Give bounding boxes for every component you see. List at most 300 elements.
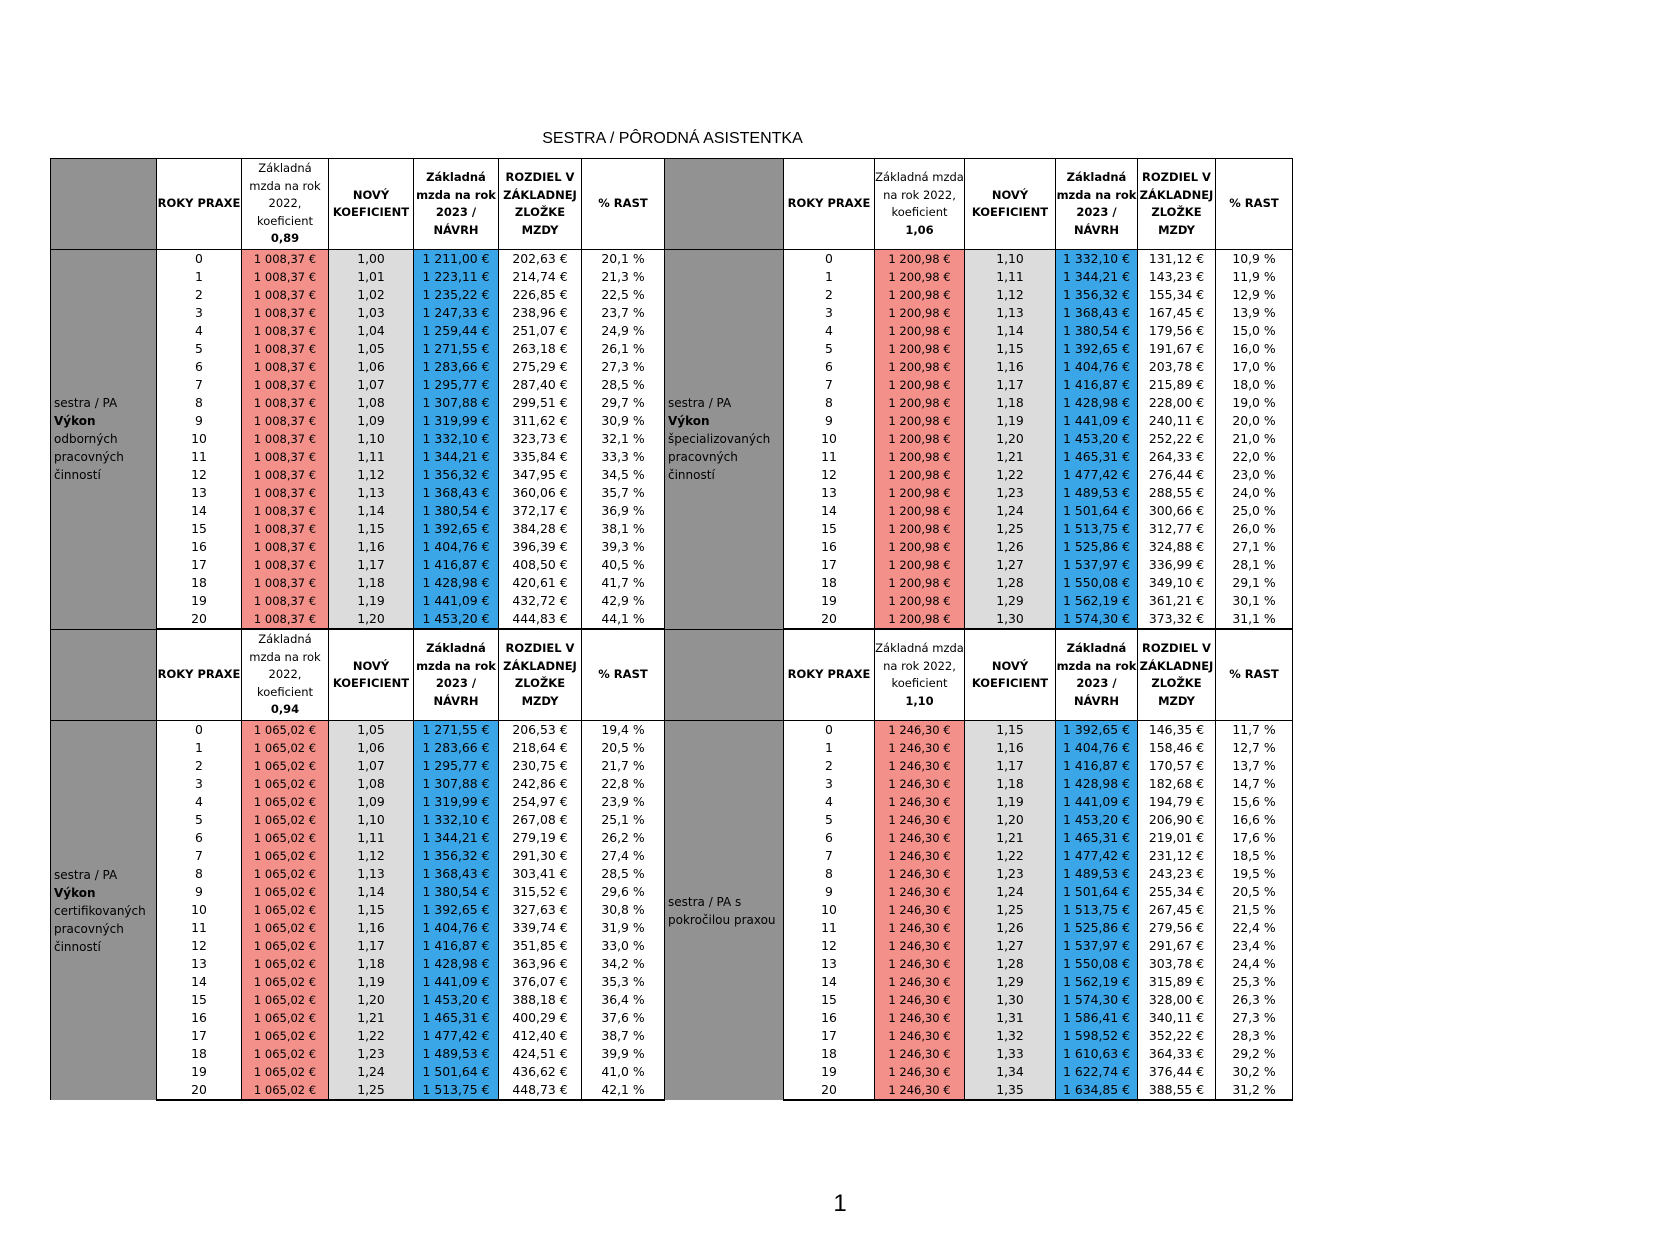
rast-cell: 34,2 % — [582, 955, 665, 973]
rast-cell: 28,5 % — [582, 376, 665, 394]
koeficient-cell: 1,06 — [329, 358, 414, 376]
roky-praxe-cell: 8 — [157, 394, 242, 412]
rozdiel-cell: 352,22 € — [1138, 1027, 1216, 1045]
header-rozdiel: ROZDIEL V ZÁKLADNEJ ZLOŽKE MZDY — [1138, 629, 1216, 721]
roky-praxe-cell: 12 — [157, 937, 242, 955]
zakladna-2023-cell: 1 319,99 € — [414, 793, 499, 811]
koeficient-cell: 1,05 — [329, 340, 414, 358]
zakladna-2023-cell: 1 489,53 € — [1056, 484, 1138, 502]
roky-praxe-cell: 1 — [784, 739, 875, 757]
koeficient-cell: 1,18 — [965, 775, 1056, 793]
roky-praxe-cell: 14 — [784, 973, 875, 991]
zakladna-2022-cell: 1 008,37 € — [242, 250, 329, 269]
group-label-bold: Výkon — [668, 414, 710, 429]
roky-praxe-cell: 19 — [784, 1063, 875, 1081]
rast-cell: 29,2 % — [1216, 1045, 1293, 1063]
rozdiel-cell: 384,28 € — [499, 520, 582, 538]
zakladna-2023-cell: 1 537,97 € — [1056, 937, 1138, 955]
koeficient-cell: 1,08 — [329, 394, 414, 412]
zakladna-2023-cell: 1 392,65 € — [1056, 340, 1138, 358]
roky-praxe-cell: 16 — [157, 538, 242, 556]
rozdiel-cell: 444,83 € — [499, 610, 582, 629]
zakladna-2022-cell: 1 008,37 € — [242, 358, 329, 376]
zakladna-2023-cell: 1 404,76 € — [414, 919, 499, 937]
zakladna-2023-cell: 1 380,54 € — [1056, 322, 1138, 340]
rozdiel-cell: 263,18 € — [499, 340, 582, 358]
header-novy-koeficient: NOVÝ KOEFICIENT — [329, 629, 414, 721]
rozdiel-cell: 255,34 € — [1138, 883, 1216, 901]
roky-praxe-cell: 3 — [784, 775, 875, 793]
zakladna-2023-cell: 1 428,98 € — [1056, 394, 1138, 412]
rozdiel-cell: 432,72 € — [499, 592, 582, 610]
roky-praxe-cell: 11 — [784, 919, 875, 937]
zakladna-2023-cell: 1 344,21 € — [1056, 268, 1138, 286]
zakladna-2023-cell: 1 380,54 € — [414, 883, 499, 901]
koeficient-cell: 1,27 — [965, 556, 1056, 574]
roky-praxe-cell: 10 — [784, 430, 875, 448]
rozdiel-cell: 424,51 € — [499, 1045, 582, 1063]
koeficient-cell: 1,12 — [965, 286, 1056, 304]
koeficient-cell: 1,29 — [965, 973, 1056, 991]
rozdiel-cell: 143,23 € — [1138, 268, 1216, 286]
roky-praxe-cell: 2 — [157, 286, 242, 304]
zakladna-2023-cell: 1 344,21 € — [414, 829, 499, 847]
rozdiel-cell: 287,40 € — [499, 376, 582, 394]
roky-praxe-cell: 10 — [784, 901, 875, 919]
koeficient-cell: 1,11 — [965, 268, 1056, 286]
rast-cell: 41,0 % — [582, 1063, 665, 1081]
rozdiel-cell: 243,23 € — [1138, 865, 1216, 883]
rast-cell: 36,4 % — [582, 991, 665, 1009]
zakladna-2023-cell: 1 525,86 € — [1056, 538, 1138, 556]
koeficient-cell: 1,20 — [329, 991, 414, 1009]
zakladna-2022-cell: 1 008,37 € — [242, 484, 329, 502]
koeficient-cell: 1,17 — [329, 556, 414, 574]
zakladna-2023-cell: 1 513,75 € — [1056, 901, 1138, 919]
rozdiel-cell: 158,46 € — [1138, 739, 1216, 757]
koeficient-cell: 1,33 — [965, 1045, 1056, 1063]
koeficient-cell: 1,25 — [965, 901, 1056, 919]
zakladna-2022-cell: 1 200,98 € — [875, 556, 965, 574]
roky-praxe-cell: 3 — [784, 304, 875, 322]
rozdiel-cell: 408,50 € — [499, 556, 582, 574]
roky-praxe-cell: 7 — [784, 376, 875, 394]
zakladna-2022-cell: 1 065,02 € — [242, 937, 329, 955]
zakladna-2022-cell: 1 200,98 € — [875, 448, 965, 466]
roky-praxe-cell: 12 — [784, 937, 875, 955]
rozdiel-cell: 288,55 € — [1138, 484, 1216, 502]
rast-cell: 34,5 % — [582, 466, 665, 484]
rozdiel-cell: 291,30 € — [499, 847, 582, 865]
koeficient-cell: 1,18 — [965, 394, 1056, 412]
rozdiel-cell: 420,61 € — [499, 574, 582, 592]
rast-cell: 22,5 % — [582, 286, 665, 304]
koeficient-cell: 1,25 — [329, 1081, 414, 1100]
zakladna-2022-cell: 1 246,30 € — [875, 883, 965, 901]
header-novy-koeficient: NOVÝ KOEFICIENT — [965, 159, 1056, 250]
roky-praxe-cell: 4 — [157, 793, 242, 811]
rast-cell: 23,7 % — [582, 304, 665, 322]
roky-praxe-cell: 19 — [157, 592, 242, 610]
zakladna-2023-cell: 1 332,10 € — [1056, 250, 1138, 269]
zakladna-2022-cell: 1 246,30 € — [875, 1045, 965, 1063]
rast-cell: 15,0 % — [1216, 322, 1293, 340]
rozdiel-cell: 203,78 € — [1138, 358, 1216, 376]
koeficient-cell: 1,17 — [329, 937, 414, 955]
koeficient-cell: 1,07 — [329, 376, 414, 394]
koeficient-cell: 1,23 — [965, 865, 1056, 883]
header-rast: % RAST — [582, 159, 665, 250]
rozdiel-cell: 202,63 € — [499, 250, 582, 269]
zakladna-2022-cell: 1 008,37 € — [242, 412, 329, 430]
zakladna-2022-cell: 1 008,37 € — [242, 376, 329, 394]
rast-cell: 36,9 % — [582, 502, 665, 520]
rast-cell: 10,9 % — [1216, 250, 1293, 269]
koeficient-cell: 1,24 — [965, 502, 1056, 520]
rozdiel-cell: 214,74 € — [499, 268, 582, 286]
rast-cell: 16,0 % — [1216, 340, 1293, 358]
rast-cell: 17,0 % — [1216, 358, 1293, 376]
roky-praxe-cell: 13 — [157, 955, 242, 973]
koeficient-cell: 1,34 — [965, 1063, 1056, 1081]
zakladna-2022-cell: 1 065,02 € — [242, 739, 329, 757]
rast-cell: 19,5 % — [1216, 865, 1293, 883]
rast-cell: 39,3 % — [582, 538, 665, 556]
koeficient-cell: 1,14 — [329, 883, 414, 901]
header-zakladna-2022-text: Základná mzda na rok 2022, koeficient — [249, 161, 321, 228]
rast-cell: 11,7 % — [1216, 721, 1293, 740]
header-koeficient-value: 0,89 — [270, 231, 300, 246]
zakladna-2022-cell: 1 065,02 € — [242, 829, 329, 847]
zakladna-2023-cell: 1 441,09 € — [1056, 412, 1138, 430]
header-roky-praxe: ROKY PRAXE — [157, 159, 242, 250]
rast-cell: 16,6 % — [1216, 811, 1293, 829]
header-zakladna-2022-text: Základná mzda na rok 2022, koeficient — [875, 170, 964, 219]
roky-praxe-cell: 6 — [157, 829, 242, 847]
koeficient-cell: 1,01 — [329, 268, 414, 286]
koeficient-cell: 1,14 — [965, 322, 1056, 340]
roky-praxe-cell: 15 — [157, 520, 242, 538]
rozdiel-cell: 146,35 € — [1138, 721, 1216, 740]
rast-cell: 28,3 % — [1216, 1027, 1293, 1045]
rast-cell: 26,3 % — [1216, 991, 1293, 1009]
roky-praxe-cell: 0 — [157, 250, 242, 269]
zakladna-2023-cell: 1 574,30 € — [1056, 610, 1138, 629]
zakladna-2022-cell: 1 065,02 € — [242, 973, 329, 991]
zakladna-2023-cell: 1 211,00 € — [414, 250, 499, 269]
rozdiel-cell: 336,99 € — [1138, 556, 1216, 574]
rozdiel-cell: 339,74 € — [499, 919, 582, 937]
header-roky-praxe: ROKY PRAXE — [784, 159, 875, 250]
rozdiel-cell: 351,85 € — [499, 937, 582, 955]
roky-praxe-cell: 2 — [784, 757, 875, 775]
roky-praxe-cell: 17 — [784, 1027, 875, 1045]
rozdiel-cell: 335,84 € — [499, 448, 582, 466]
zakladna-2022-cell: 1 008,37 € — [242, 574, 329, 592]
header-zakladna-2023: Základná mzda na rok 2023 / NÁVRH — [1056, 159, 1138, 250]
salary-table — [50, 158, 1293, 1101]
rast-cell: 22,0 % — [1216, 448, 1293, 466]
rozdiel-cell: 347,95 € — [499, 466, 582, 484]
header-novy-koeficient: NOVÝ KOEFICIENT — [329, 159, 414, 250]
roky-praxe-cell: 9 — [784, 883, 875, 901]
rast-cell: 26,0 % — [1216, 520, 1293, 538]
rozdiel-cell: 230,75 € — [499, 757, 582, 775]
rast-cell: 30,1 % — [1216, 592, 1293, 610]
zakladna-2023-cell: 1 319,99 € — [414, 412, 499, 430]
zakladna-2022-cell: 1 246,30 € — [875, 721, 965, 740]
rozdiel-cell: 182,68 € — [1138, 775, 1216, 793]
koeficient-cell: 1,15 — [965, 340, 1056, 358]
rozdiel-cell: 218,64 € — [499, 739, 582, 757]
zakladna-2022-cell: 1 065,02 € — [242, 793, 329, 811]
koeficient-cell: 1,11 — [329, 829, 414, 847]
rast-cell: 15,6 % — [1216, 793, 1293, 811]
rast-cell: 19,4 % — [582, 721, 665, 740]
zakladna-2023-cell: 1 453,20 € — [414, 991, 499, 1009]
koeficient-cell: 1,28 — [965, 955, 1056, 973]
koeficient-cell: 1,30 — [965, 991, 1056, 1009]
roky-praxe-cell: 16 — [784, 538, 875, 556]
header-zakladna-2023: Základná mzda na rok 2023 / NÁVRH — [1056, 629, 1138, 721]
koeficient-cell: 1,20 — [965, 430, 1056, 448]
zakladna-2023-cell: 1 428,98 € — [414, 574, 499, 592]
zakladna-2023-cell: 1 283,66 € — [414, 358, 499, 376]
rast-cell: 33,3 % — [582, 448, 665, 466]
roky-praxe-cell: 4 — [157, 322, 242, 340]
koeficient-cell: 1,15 — [965, 721, 1056, 740]
zakladna-2022-cell: 1 008,37 € — [242, 520, 329, 538]
rast-cell: 30,9 % — [582, 412, 665, 430]
rozdiel-cell: 388,55 € — [1138, 1081, 1216, 1100]
roky-praxe-cell: 16 — [157, 1009, 242, 1027]
zakladna-2022-cell: 1 065,02 € — [242, 991, 329, 1009]
rast-cell: 44,1 % — [582, 610, 665, 629]
zakladna-2023-cell: 1 465,31 € — [1056, 829, 1138, 847]
zakladna-2022-cell: 1 200,98 € — [875, 394, 965, 412]
rast-cell: 22,8 % — [582, 775, 665, 793]
rozdiel-cell: 327,63 € — [499, 901, 582, 919]
roky-praxe-cell: 4 — [784, 322, 875, 340]
rozdiel-cell: 311,62 € — [499, 412, 582, 430]
rast-cell: 17,6 % — [1216, 829, 1293, 847]
zakladna-2022-cell: 1 008,37 € — [242, 502, 329, 520]
roky-praxe-cell: 5 — [157, 811, 242, 829]
zakladna-2023-cell: 1 441,09 € — [414, 592, 499, 610]
zakladna-2023-cell: 1 307,88 € — [414, 394, 499, 412]
zakladna-2022-cell: 1 246,30 € — [875, 991, 965, 1009]
rozdiel-cell: 396,39 € — [499, 538, 582, 556]
zakladna-2022-cell: 1 008,37 € — [242, 322, 329, 340]
zakladna-2023-cell: 1 404,76 € — [1056, 358, 1138, 376]
header-koeficient-value: 0,94 — [270, 702, 300, 717]
zakladna-2023-cell: 1 392,65 € — [414, 901, 499, 919]
rozdiel-cell: 242,86 € — [499, 775, 582, 793]
rast-cell: 31,9 % — [582, 919, 665, 937]
roky-praxe-cell: 2 — [784, 286, 875, 304]
koeficient-cell: 1,18 — [329, 955, 414, 973]
roky-praxe-cell: 7 — [157, 376, 242, 394]
roky-praxe-cell: 10 — [157, 901, 242, 919]
zakladna-2023-cell: 1 380,54 € — [414, 502, 499, 520]
rast-cell: 32,1 % — [582, 430, 665, 448]
header-roky-praxe: ROKY PRAXE — [157, 629, 242, 721]
koeficient-cell: 1,30 — [965, 610, 1056, 629]
rast-cell: 28,5 % — [582, 865, 665, 883]
roky-praxe-cell: 18 — [157, 574, 242, 592]
zakladna-2023-cell: 1 562,19 € — [1056, 592, 1138, 610]
koeficient-cell: 1,14 — [329, 502, 414, 520]
rozdiel-cell: 240,11 € — [1138, 412, 1216, 430]
koeficient-cell: 1,12 — [329, 847, 414, 865]
rast-cell: 27,3 % — [1216, 1009, 1293, 1027]
roky-praxe-cell: 18 — [157, 1045, 242, 1063]
rast-cell: 30,8 % — [582, 901, 665, 919]
koeficient-cell: 1,28 — [965, 574, 1056, 592]
zakladna-2022-cell: 1 246,30 € — [875, 865, 965, 883]
koeficient-cell: 1,16 — [965, 358, 1056, 376]
roky-praxe-cell: 1 — [784, 268, 875, 286]
zakladna-2022-cell: 1 008,37 € — [242, 340, 329, 358]
rozdiel-cell: 267,45 € — [1138, 901, 1216, 919]
rozdiel-cell: 291,67 € — [1138, 937, 1216, 955]
rast-cell: 24,4 % — [1216, 955, 1293, 973]
koeficient-cell: 1,19 — [329, 592, 414, 610]
roky-praxe-cell: 8 — [784, 865, 875, 883]
zakladna-2023-cell: 1 416,87 € — [414, 937, 499, 955]
zakladna-2023-cell: 1 501,64 € — [1056, 502, 1138, 520]
zakladna-2023-cell: 1 465,31 € — [1056, 448, 1138, 466]
rozdiel-cell: 312,77 € — [1138, 520, 1216, 538]
rast-cell: 41,7 % — [582, 574, 665, 592]
rozdiel-cell: 300,66 € — [1138, 502, 1216, 520]
rast-cell: 12,7 % — [1216, 739, 1293, 757]
rozdiel-cell: 231,12 € — [1138, 847, 1216, 865]
rozdiel-cell: 360,06 € — [499, 484, 582, 502]
group-label-pre: sestra / PA s pokročilou praxou — [668, 894, 776, 927]
zakladna-2023-cell: 1 392,65 € — [414, 520, 499, 538]
group-label-pre: sestra / PA — [668, 396, 732, 411]
zakladna-2023-cell: 1 428,98 € — [1056, 775, 1138, 793]
koeficient-cell: 1,16 — [329, 919, 414, 937]
header-zakladna-2022 — [242, 629, 329, 721]
koeficient-cell: 1,20 — [329, 610, 414, 629]
zakladna-2022-cell: 1 065,02 € — [242, 1081, 329, 1100]
group-label-pre: sestra / PA — [54, 867, 118, 882]
roky-praxe-cell: 8 — [784, 394, 875, 412]
header-zakladna-2022 — [242, 159, 329, 250]
zakladna-2022-cell: 1 200,98 € — [875, 250, 965, 269]
zakladna-2023-cell: 1 513,75 € — [1056, 520, 1138, 538]
roky-praxe-cell: 18 — [784, 574, 875, 592]
rast-cell: 21,3 % — [582, 268, 665, 286]
zakladna-2022-cell: 1 200,98 € — [875, 340, 965, 358]
zakladna-2023-cell: 1 428,98 € — [414, 955, 499, 973]
roky-praxe-cell: 7 — [784, 847, 875, 865]
roky-praxe-cell: 0 — [157, 721, 242, 740]
roky-praxe-cell: 12 — [784, 466, 875, 484]
zakladna-2023-cell: 1 271,55 € — [414, 340, 499, 358]
zakladna-2023-cell: 1 223,11 € — [414, 268, 499, 286]
koeficient-cell: 1,32 — [965, 1027, 1056, 1045]
roky-praxe-cell: 11 — [157, 448, 242, 466]
koeficient-cell: 1,21 — [329, 1009, 414, 1027]
header-rast: % RAST — [582, 629, 665, 721]
zakladna-2022-cell: 1 246,30 € — [875, 901, 965, 919]
zakladna-2023-cell: 1 550,08 € — [1056, 955, 1138, 973]
rast-cell: 42,9 % — [582, 592, 665, 610]
roky-praxe-cell: 9 — [157, 412, 242, 430]
rozdiel-cell: 448,73 € — [499, 1081, 582, 1100]
header-koeficient-value: 1,06 — [905, 222, 934, 237]
zakladna-2022-cell: 1 008,37 € — [242, 430, 329, 448]
rast-cell: 26,1 % — [582, 340, 665, 358]
roky-praxe-cell: 13 — [157, 484, 242, 502]
zakladna-2022-cell: 1 065,02 € — [242, 721, 329, 740]
roky-praxe-cell: 1 — [157, 268, 242, 286]
zakladna-2023-cell: 1 477,42 € — [1056, 847, 1138, 865]
rast-cell: 25,3 % — [1216, 973, 1293, 991]
roky-praxe-cell: 11 — [157, 919, 242, 937]
roky-praxe-cell: 17 — [784, 556, 875, 574]
zakladna-2022-cell: 1 065,02 € — [242, 1009, 329, 1027]
koeficient-cell: 1,08 — [329, 775, 414, 793]
zakladna-2023-cell: 1 416,87 € — [414, 556, 499, 574]
zakladna-2023-cell: 1 332,10 € — [414, 811, 499, 829]
rozdiel-cell: 340,11 € — [1138, 1009, 1216, 1027]
koeficient-cell: 1,11 — [329, 448, 414, 466]
rast-cell: 28,1 % — [1216, 556, 1293, 574]
rast-cell: 26,2 % — [582, 829, 665, 847]
rozdiel-cell: 279,56 € — [1138, 919, 1216, 937]
zakladna-2022-cell: 1 246,30 € — [875, 811, 965, 829]
rast-cell: 25,1 % — [582, 811, 665, 829]
rozdiel-cell: 251,07 € — [499, 322, 582, 340]
zakladna-2022-cell: 1 065,02 € — [242, 757, 329, 775]
roky-praxe-cell: 18 — [784, 1045, 875, 1063]
rast-cell: 24,9 % — [582, 322, 665, 340]
koeficient-cell: 1,23 — [965, 484, 1056, 502]
header-rast: % RAST — [1216, 159, 1293, 250]
rast-cell: 20,0 % — [1216, 412, 1293, 430]
koeficient-cell: 1,16 — [965, 739, 1056, 757]
rozdiel-cell: 252,22 € — [1138, 430, 1216, 448]
rozdiel-cell: 400,29 € — [499, 1009, 582, 1027]
zakladna-2023-cell: 1 453,20 € — [1056, 430, 1138, 448]
group-label-right — [665, 721, 784, 1101]
rozdiel-cell: 361,21 € — [1138, 592, 1216, 610]
zakladna-2022-cell: 1 246,30 € — [875, 955, 965, 973]
rast-cell: 35,7 % — [582, 484, 665, 502]
document-title: SESTRA / PÔRODNÁ ASISTENTKA — [542, 130, 803, 147]
zakladna-2022-cell: 1 065,02 € — [242, 955, 329, 973]
koeficient-cell: 1,29 — [965, 592, 1056, 610]
koeficient-cell: 1,17 — [965, 376, 1056, 394]
rast-cell: 21,0 % — [1216, 430, 1293, 448]
rast-cell: 33,0 % — [582, 937, 665, 955]
header-spacer-right — [665, 629, 784, 721]
roky-praxe-cell: 20 — [157, 610, 242, 629]
roky-praxe-cell: 14 — [157, 973, 242, 991]
rast-cell: 27,3 % — [582, 358, 665, 376]
rozdiel-cell: 373,32 € — [1138, 610, 1216, 629]
zakladna-2023-cell: 1 307,88 € — [414, 775, 499, 793]
zakladna-2023-cell: 1 489,53 € — [414, 1045, 499, 1063]
rozdiel-cell: 238,96 € — [499, 304, 582, 322]
zakladna-2022-cell: 1 065,02 € — [242, 883, 329, 901]
roky-praxe-cell: 8 — [157, 865, 242, 883]
rast-cell: 21,7 % — [582, 757, 665, 775]
